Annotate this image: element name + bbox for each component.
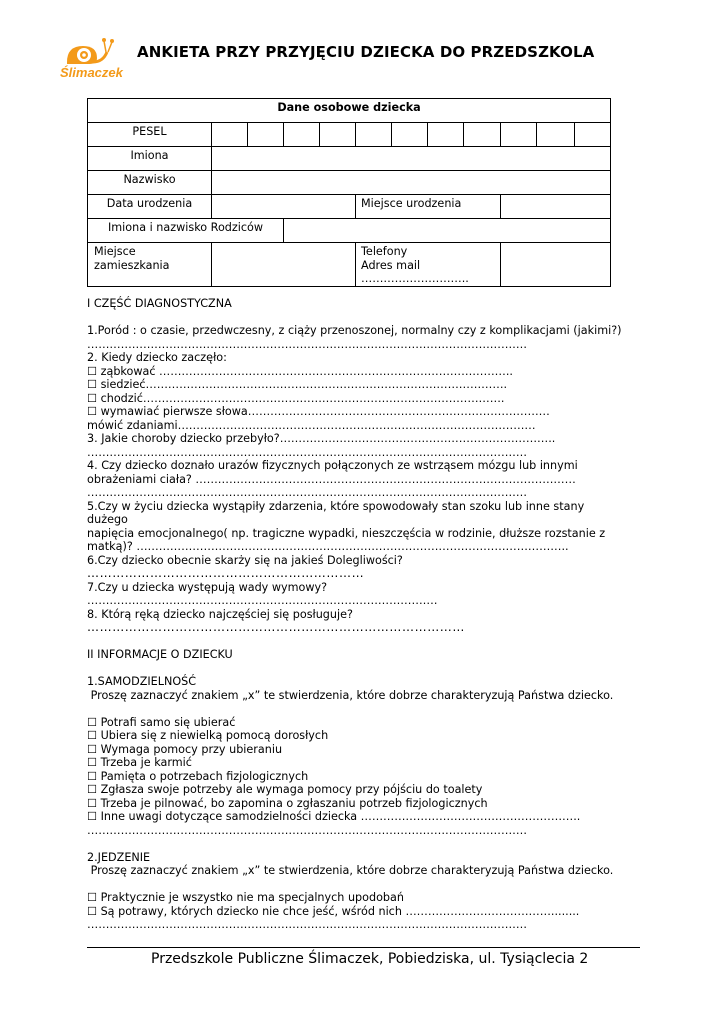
pesel-digit-6[interactable] xyxy=(392,123,428,147)
questionnaire-line xyxy=(87,311,627,325)
questionnaire-line[interactable]: ☐ Zgłasza swoje potrzeby ale wymaga pomocy przy pójściu do toalety xyxy=(87,783,483,796)
questionnaire-line: 6.Czy dziecko obecnie skarży się na jakieś Dolegliwości? xyxy=(87,553,403,567)
residence-label-line2: zamieszkania xyxy=(94,259,170,272)
parents-label: Imiona i nazwisko Rodziców xyxy=(88,219,284,243)
questionnaire-line[interactable]: ☐ Ubiera się z niewielką pomocą dorosłych xyxy=(87,729,329,742)
birth-date-field[interactable] xyxy=(212,195,356,219)
pesel-digit-10[interactable] xyxy=(537,123,575,147)
questionnaire-line: 2.JEDZENIE xyxy=(87,850,151,864)
questionnaire-line xyxy=(87,662,627,676)
questionnaire-line: 2. Kiedy dziecko zaczęło: xyxy=(87,351,227,364)
questionnaire-line: Proszę zaznaczyć znakiem „x” te stwierdzenia, które dobrze charakteryzują Państwa dziecko. xyxy=(87,688,614,702)
personal-data-table xyxy=(87,98,611,287)
residence-field[interactable] xyxy=(212,243,356,287)
questionnaire-line: Proszę zaznaczyć znakiem „x” te stwierdzenia, które dobrze charakteryzują Państwa dziecko. xyxy=(87,864,614,877)
birth-place-label: Miejsce urodzenia xyxy=(356,195,501,219)
pesel-digit-3[interactable] xyxy=(284,123,320,147)
pesel-digit-11[interactable] xyxy=(575,123,611,147)
questionnaire-line xyxy=(87,837,627,851)
logo xyxy=(60,36,122,82)
questionnaire-line: ………………………………………………………………………………………………………. xyxy=(87,486,527,499)
birth-place-field[interactable] xyxy=(501,195,611,219)
birth-date-label: Data urodzenia xyxy=(88,195,212,219)
questionnaire-line: mówić zdaniami…………………………………………………………………………………… xyxy=(87,418,536,432)
pesel-digit-7[interactable] xyxy=(428,123,464,147)
questionnaire-line[interactable]: ☐ Potrafi samo się ubierać xyxy=(87,715,236,729)
footer-divider xyxy=(87,947,640,948)
questionnaire-line: ………………………………………………………… xyxy=(87,566,365,580)
pesel-label: PESEL xyxy=(88,123,212,147)
questionnaire-line[interactable]: ☐ Trzeba je pilnować, bo zapomina o zgłaszaniu potrzeb fizjologicznych xyxy=(87,796,488,810)
pesel-digit-1[interactable] xyxy=(212,123,248,147)
footer-text: Przedszkole Publiczne Ślimaczek, Pobiedziska, ul. Tysiąclecia 2 xyxy=(151,951,589,967)
phones-label: Telefony xyxy=(361,245,408,258)
surname-label: Nazwisko xyxy=(88,171,212,195)
questionnaire-line: 5.Czy w życiu dziecka wystąpiły zdarzenia, które spowodowały stan szoku lub inne stany dużego xyxy=(87,499,588,526)
questionnaire-line: ………………………………………………………………………………………………………. xyxy=(87,823,527,837)
questionnaire-line: ………………………………………………………………………………………………………. xyxy=(87,337,527,351)
questionnaire-line[interactable]: ☐ Są potrawy, których dziecko nie chce jeść, wśród nich …………………………………........ xyxy=(87,904,580,918)
questionnaire-line: ……………………………………………………………………………… xyxy=(87,620,465,634)
questionnaire-line: matką)? …………………………………………………………………………………………………….. xyxy=(87,540,569,553)
pesel-digit-4[interactable] xyxy=(320,123,356,147)
email-dots: ……………………….. xyxy=(361,272,469,285)
logo-text: Ślimaczek xyxy=(60,65,123,80)
page-title: ANKIETA PRZY PRZYJĘCIU DZIECKA DO PRZEDSZKOLA xyxy=(137,43,595,61)
email-label: Adres mail xyxy=(361,258,421,272)
questionnaire-line: II INFORMACJE O DZIECKU xyxy=(87,648,233,661)
questionnaire-line[interactable]: ☐ chodzić……………………………………………………………………………………. xyxy=(87,391,505,405)
questionnaire-line: 1.SAMODZIELNOŚĆ xyxy=(87,675,197,688)
first-names-label: Imiona xyxy=(88,147,212,171)
questionnaire-line[interactable]: ☐ Pamięta o potrzebach fizjologicznych xyxy=(87,769,309,783)
questionnaire-line xyxy=(87,702,627,716)
residence-label xyxy=(88,243,212,287)
questionnaire-line[interactable]: ☐ wymawiać pierwsze słowa……………………………………………………………………… xyxy=(87,405,550,418)
questionnaire-line xyxy=(87,635,627,649)
questionnaire-line[interactable]: ☐ Wymaga pomocy przy ubieraniu xyxy=(87,742,283,756)
pesel-digit-8[interactable] xyxy=(464,123,501,147)
residence-label-line1: Miejsce xyxy=(94,245,136,258)
snail-icon xyxy=(63,36,119,66)
questionnaire-line: 7.Czy u dziecka występują wady wymowy? xyxy=(87,580,328,594)
questionnaire-line: 3. Jakie choroby dziecko przebyło?……………………………………………………………….. xyxy=(87,432,556,445)
questionnaire-line[interactable]: ☐ ząbkować ………………………………………………………………………………….. xyxy=(87,364,513,378)
questionnaire-line: 8. Którą ręką dziecko najczęściej się posługuje? xyxy=(87,607,353,621)
contact-label xyxy=(356,243,501,287)
questionnaire-line xyxy=(87,878,627,892)
questionnaire-line[interactable]: ☐ Praktycznie je wszystko nie ma specjalnych upodobań xyxy=(87,891,404,904)
questionnaire-line[interactable]: ☐ siedzieć……………………………………………………………………………………. xyxy=(87,378,508,391)
contact-field[interactable] xyxy=(501,243,611,287)
questionnaire-line: ………………………………………………………………………………………………………. xyxy=(87,445,527,459)
questionnaire-line: napięcia emocjonalnego( np. tragiczne wypadki, nieszczęścia w rodzinie, dłuższe rozstanie z xyxy=(87,526,606,540)
surname-field[interactable] xyxy=(212,171,611,195)
questionnaire-line: 4. Czy dziecko doznało urazów fizycznych połączonych ze wstrząsem mózgu lub innymi xyxy=(87,459,578,472)
parents-field[interactable] xyxy=(284,219,611,243)
table-header: Dane osobowe dziecka xyxy=(88,99,611,123)
questionnaire-line: …………………………………………………………………………………. xyxy=(87,594,438,607)
first-names-field[interactable] xyxy=(212,147,611,171)
questionnaire-line: ………………………………………………………………………………………………………. xyxy=(87,918,527,931)
pesel-digit-2[interactable] xyxy=(248,123,284,147)
questionnaire-line: obrażeniami ciała? ………………………………………………………………………………………… xyxy=(87,472,576,486)
questionnaire-body xyxy=(87,297,627,932)
questionnaire-line: 1.Poród : o czasie, przedwczesny, z ciąży przenoszonej, normalny czy z komplikacjami (jakimi?) xyxy=(87,324,622,337)
pesel-digit-5[interactable] xyxy=(356,123,392,147)
questionnaire-line: I CZĘŚĆ DIAGNOSTYCZNA xyxy=(87,297,232,310)
pesel-digit-9[interactable] xyxy=(501,123,537,147)
questionnaire-line[interactable]: ☐ Trzeba je karmić xyxy=(87,756,192,769)
questionnaire-line[interactable]: ☐ Inne uwagi dotyczące samodzielności dziecka ………………………………………………….. xyxy=(87,810,581,823)
